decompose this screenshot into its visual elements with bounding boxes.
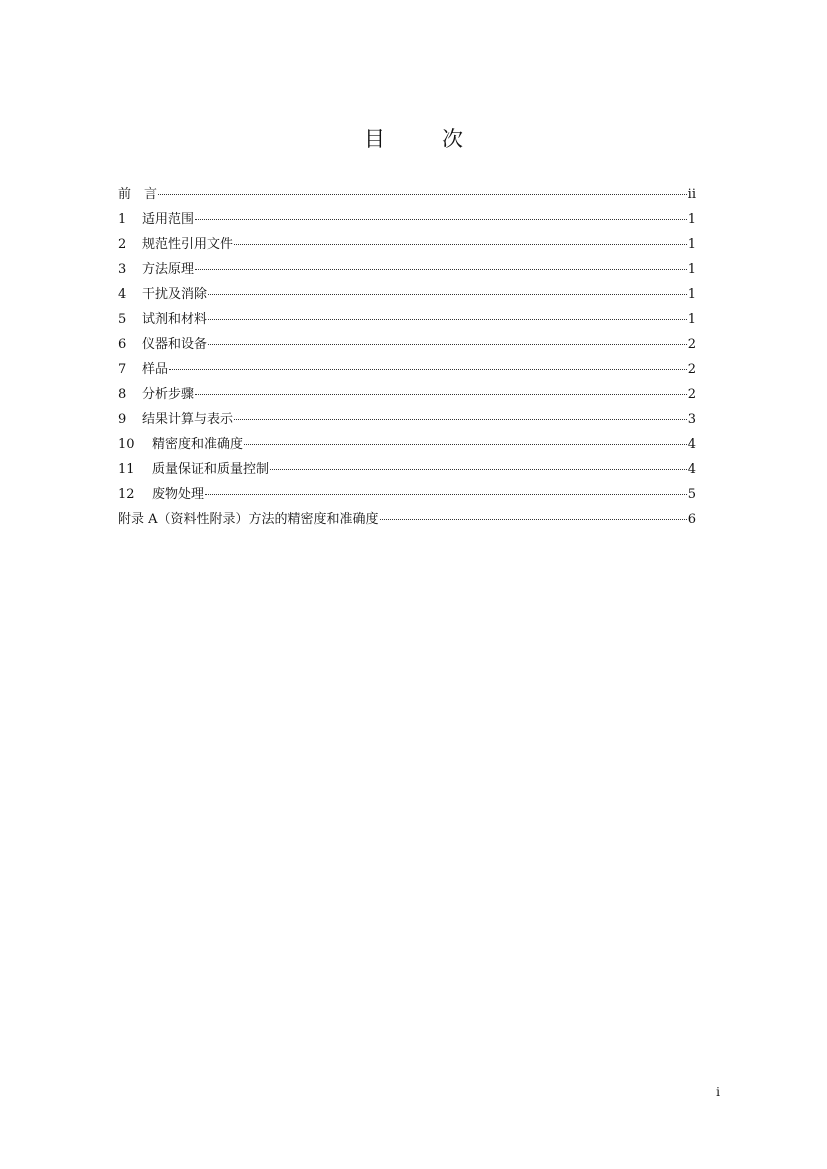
toc-entry-label: 废物处理 xyxy=(152,487,205,502)
toc-entry-page: 6 xyxy=(687,512,696,527)
toc-entry-12[interactable] xyxy=(118,482,696,507)
toc-entry-label: 仪器和设备 xyxy=(142,337,208,352)
toc-dot-leader xyxy=(208,282,687,295)
toc-dot-leader xyxy=(234,407,687,420)
toc-entry-1[interactable] xyxy=(118,207,696,232)
toc-entry-appendix-a[interactable] xyxy=(118,507,696,532)
toc-entry-3[interactable] xyxy=(118,257,696,282)
toc-entry-2[interactable] xyxy=(118,232,696,257)
toc-entry-page: 2 xyxy=(687,387,696,402)
toc-entry-11[interactable] xyxy=(118,457,696,482)
toc-entry-number: 4 xyxy=(118,287,127,302)
toc-entry-number: 9 xyxy=(118,412,127,427)
toc-entry-page: ii xyxy=(687,187,696,202)
toc-entry-page: 1 xyxy=(687,287,696,302)
toc-entry-label: 结果计算与表示 xyxy=(142,412,234,427)
toc-entry-label: 分析步骤 xyxy=(142,387,195,402)
toc-entry-number: 12 xyxy=(118,487,135,502)
toc-entry-preface[interactable] xyxy=(118,182,696,207)
toc-entry-page: 2 xyxy=(687,362,696,377)
toc-entry-label: 精密度和准确度 xyxy=(152,437,244,452)
toc-entry-number: 5 xyxy=(118,312,127,327)
toc-dot-leader xyxy=(169,357,687,370)
toc-entry-number: 1 xyxy=(118,212,127,227)
toc-entry-label: 适用范围 xyxy=(142,212,195,227)
toc-entry-label: 试剂和材料 xyxy=(142,312,208,327)
toc-dot-leader xyxy=(244,432,687,445)
toc-entry-number: 10 xyxy=(118,437,135,452)
toc-title: 目 次 xyxy=(364,127,481,151)
toc-entry-page: 4 xyxy=(687,462,696,477)
toc-entry-page: 1 xyxy=(687,312,696,327)
toc-entry-number: 7 xyxy=(118,362,127,377)
toc-entry-label: 质量保证和质量控制 xyxy=(152,462,270,477)
toc-list xyxy=(118,182,696,532)
toc-entry-4[interactable] xyxy=(118,282,696,307)
toc-entry-9[interactable] xyxy=(118,407,696,432)
toc-entry-number: 6 xyxy=(118,337,127,352)
toc-dot-leader xyxy=(158,182,687,195)
toc-dot-leader xyxy=(234,232,687,245)
toc-dot-leader xyxy=(208,307,687,320)
toc-entry-number: 2 xyxy=(118,237,127,252)
toc-dot-leader xyxy=(195,257,687,270)
toc-entry-label: 样品 xyxy=(142,362,169,377)
toc-entry-7[interactable] xyxy=(118,357,696,382)
toc-entry-label: 干扰及消除 xyxy=(142,287,208,302)
toc-entry-label: 附录 A（资料性附录）方法的精密度和准确度 xyxy=(118,512,379,527)
toc-entry-page: 1 xyxy=(687,212,696,227)
toc-dot-leader xyxy=(270,457,687,470)
toc-entry-page: 3 xyxy=(687,412,696,427)
toc-entry-5[interactable] xyxy=(118,307,696,332)
toc-entry-page: 1 xyxy=(687,262,696,277)
toc-entry-number: 11 xyxy=(118,462,135,477)
toc-entry-10[interactable] xyxy=(118,432,696,457)
toc-dot-leader xyxy=(208,332,687,345)
toc-entry-8[interactable] xyxy=(118,382,696,407)
toc-entry-number: 8 xyxy=(118,387,127,402)
toc-entry-number: 3 xyxy=(118,262,127,277)
toc-dot-leader xyxy=(195,382,687,395)
toc-entry-page: 5 xyxy=(687,487,696,502)
toc-entry-label: 方法原理 xyxy=(142,262,195,277)
toc-dot-leader xyxy=(205,482,687,495)
toc-dot-leader xyxy=(195,207,687,220)
toc-dot-leader xyxy=(380,507,687,520)
toc-entry-label: 规范性引用文件 xyxy=(142,237,234,252)
toc-entry-page: 2 xyxy=(687,337,696,352)
page-number: i xyxy=(716,1085,720,1099)
toc-entry-label: 前 言 xyxy=(118,187,158,202)
toc-entry-page: 1 xyxy=(687,237,696,252)
toc-entry-page: 4 xyxy=(687,437,696,452)
toc-entry-6[interactable] xyxy=(118,332,696,357)
